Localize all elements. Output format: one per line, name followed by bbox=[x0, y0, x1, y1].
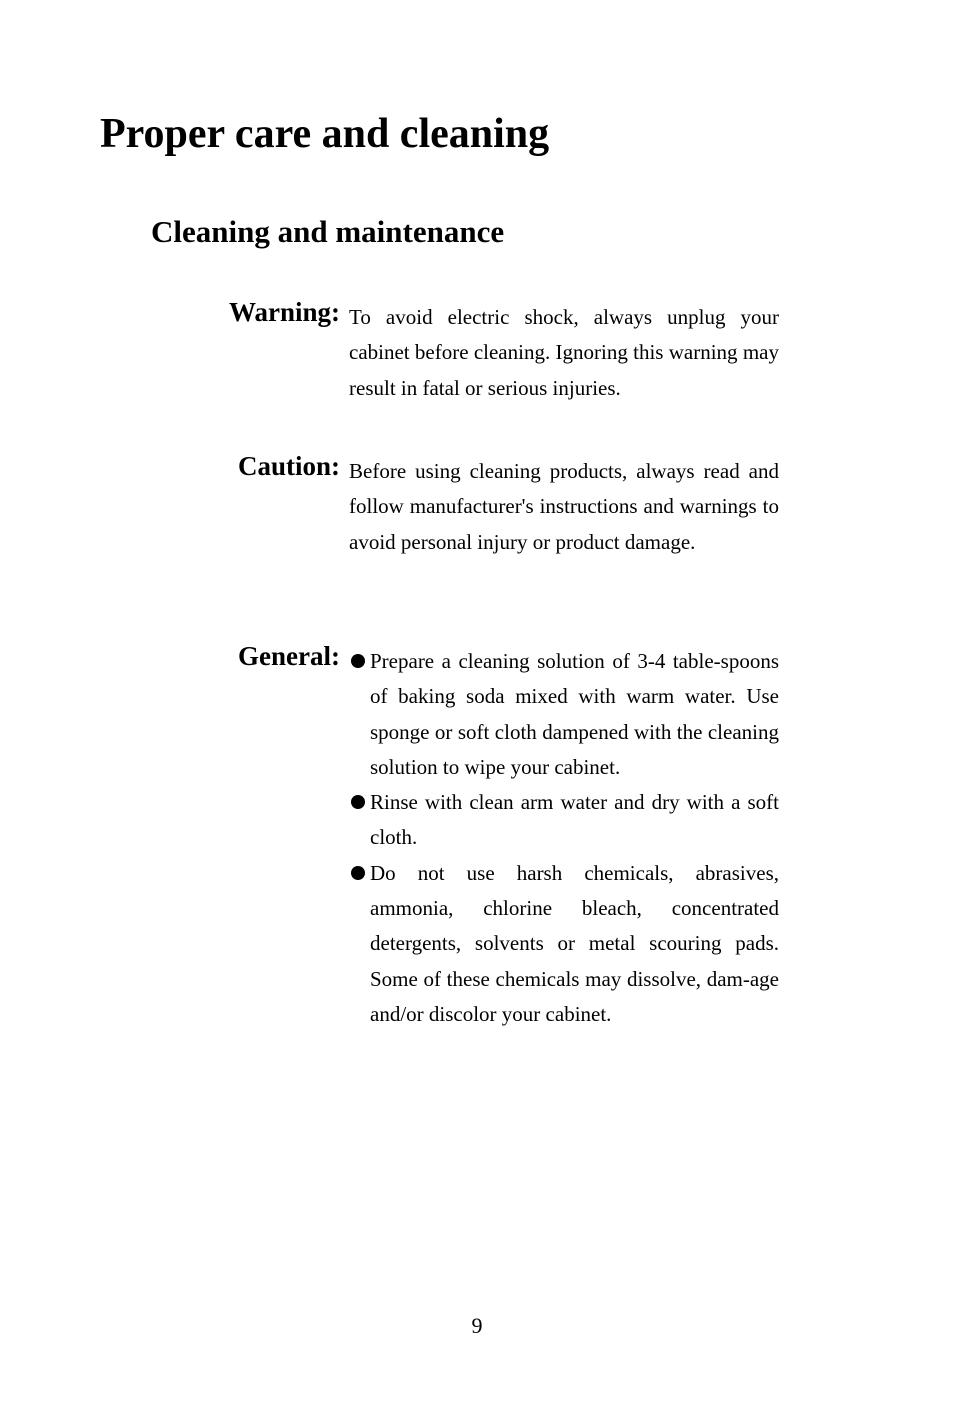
list-item-text: Rinse with clean arm water and dry with a soft cloth. bbox=[370, 790, 779, 850]
filled-circle-bullet-icon bbox=[351, 795, 365, 809]
list-item bbox=[349, 785, 779, 856]
page-title: Proper care and cleaning bbox=[100, 111, 550, 157]
general-bullet-list bbox=[349, 644, 779, 1032]
filled-circle-bullet-icon bbox=[351, 866, 365, 880]
section-title: Cleaning and maintenance bbox=[151, 214, 505, 249]
page-number: 9 bbox=[471, 1313, 483, 1338]
warning-text: To avoid electric shock, always unplug your cabinet before cleaning. Ignoring this warning may result in fatal or serious injuries. bbox=[349, 305, 779, 400]
list-item bbox=[349, 644, 779, 785]
warning-label: Warning: bbox=[228, 297, 340, 327]
list-item-text: Prepare a cleaning solution of 3-4 table-spoons of baking soda mixed with warm water. Use sponge or soft cloth dampened with the cleaning solution to wipe your cabinet. bbox=[370, 649, 779, 779]
list-item-text: Do not use harsh chemicals, abrasives, ammonia, chlorine bleach, concentrated detergents, solvents or metal scouring pads. Some of these chemicals may dissolve, dam-age and/or discolor your cabinet. bbox=[370, 860, 779, 1026]
caution-label: Caution: bbox=[237, 451, 340, 481]
caution-text: Before using cleaning products, always read and follow manufacturer's instructions and warnings to avoid personal injury or product damage. bbox=[349, 459, 779, 554]
list-item bbox=[349, 856, 779, 1032]
filled-circle-bullet-icon bbox=[351, 654, 365, 668]
general-label: General: bbox=[238, 641, 340, 671]
